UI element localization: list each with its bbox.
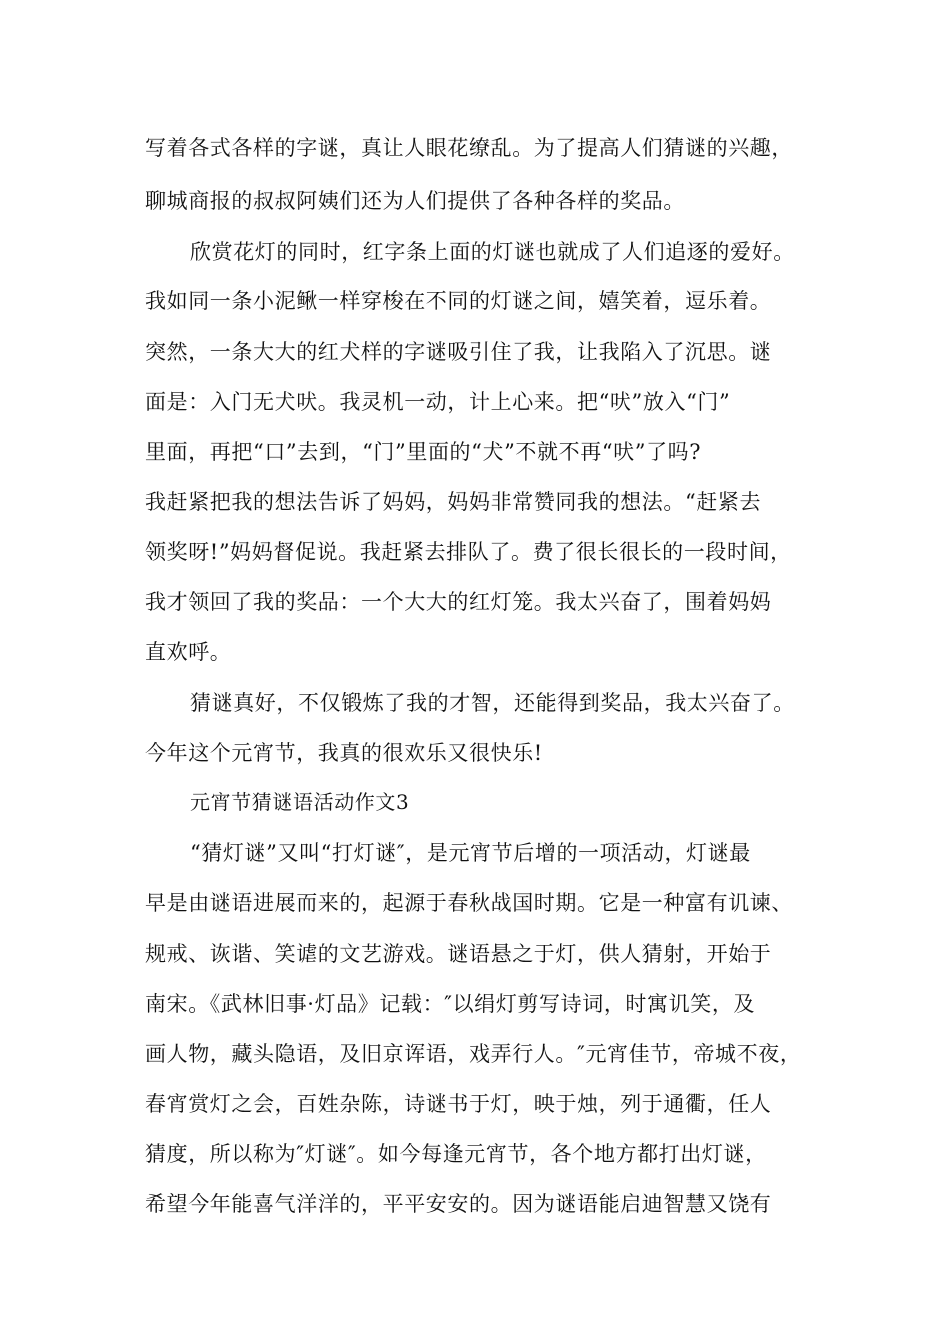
paragraph-start-line: 欣赏花灯的同时，红字条上面的灯谜也就成了人们追逐的爱好。 xyxy=(190,240,795,264)
text-line: 希望今年能喜气洋洋的，平平安安的。因为谜语能启迪智慧又饶有 xyxy=(145,1192,772,1216)
text-line: 里面，再把“口”去到，“门”里面的“犬”不就不再“吠”了吗? xyxy=(145,440,702,464)
text-line: 我赶紧把我的想法告诉了妈妈，妈妈非常赞同我的想法。“赶紧去 xyxy=(145,490,762,514)
text-line: 直欢呼。 xyxy=(145,640,232,664)
text-line: 规戒、诙谐、笑谑的文艺游戏。谜语悬之于灯，供人猜射，开始于 xyxy=(145,942,772,966)
paragraph-start-line: “猜灯谜”又叫“打灯谜″，是元宵节后增的一项活动，灯谜最 xyxy=(190,841,751,865)
text-line: 突然，一条大大的红犬样的字谜吸引住了我，让我陷入了沉思。谜 xyxy=(145,340,772,364)
text-line: 画人物，藏头隐语，及旧京诨语，戏弄行人。″元宵佳节，帝城不夜， xyxy=(145,1042,802,1066)
text-line: 我如同一条小泥鳅一样穿梭在不同的灯谜之间，嬉笑着，逗乐着。 xyxy=(145,289,772,313)
text-line: 猜度，所以称为″灯谜″。如今每逢元宵节，各个地方都打出灯谜， xyxy=(145,1142,767,1166)
paragraph-start-line: 猜谜真好，不仅锻炼了我的才智，还能得到奖品，我太兴奋了。 xyxy=(190,691,795,715)
section-heading: 元宵节猜谜语活动作文3 xyxy=(190,790,410,814)
text-line: 今年这个元宵节，我真的很欢乐又很快乐! xyxy=(145,741,543,765)
text-line: 领奖呀!”妈妈督促说。我赶紧去排队了。费了很长很长的一段时间， xyxy=(145,540,792,564)
text-line: 聊城商报的叔叔阿姨们还为人们提供了各种各样的奖品。 xyxy=(145,189,685,213)
text-line: 早是由谜语进展而来的，起源于春秋战国时期。它是一种富有讥谏、 xyxy=(145,891,793,915)
text-line: 南宋。《武林旧事·灯品》记载：″以绢灯剪写诗词，时寓讥笑，及 xyxy=(145,992,756,1016)
text-line: 写着各式各样的字谜，真让人眼花缭乱。为了提高人们猜谜的兴趣， xyxy=(145,136,793,160)
text-line: 春宵赏灯之会，百姓杂陈，诗谜书于灯，映于烛，列于通衢，任人 xyxy=(145,1092,772,1116)
text-line: 我才领回了我的奖品：一个大大的红灯笼。我太兴奋了，围着妈妈 xyxy=(145,590,772,614)
text-line: 面是：入门无犬吠。我灵机一动，计上心来。把“吠”放入“门” xyxy=(145,390,731,414)
